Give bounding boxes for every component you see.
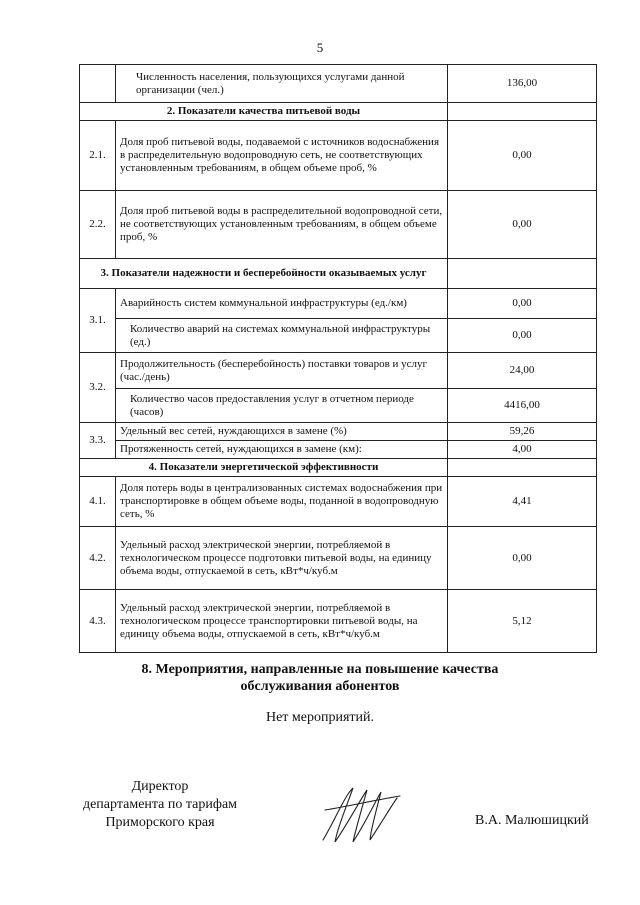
section-header-row — [80, 459, 597, 477]
table-row — [80, 191, 597, 259]
row-description: Количество часов предоставления услуг в отчетном периоде (часов) — [116, 389, 448, 423]
row-number — [80, 65, 116, 103]
signatory-region: Приморского края — [105, 815, 215, 830]
handwritten-signature — [315, 780, 405, 850]
table-row — [80, 353, 597, 389]
section-header-row — [80, 259, 597, 289]
row-description: Количество аварий на системах коммунальной инфраструктуры (ед.) — [116, 319, 448, 353]
row-description: Протяженность сетей, нуждающихся в замене (км): — [116, 441, 448, 459]
row-value: 0,00 — [448, 121, 597, 191]
table-row — [80, 423, 597, 441]
section-8-heading-line2: обслуживания абонентов — [240, 679, 400, 694]
row-value: 0,00 — [448, 191, 597, 259]
section-title: 2. Показатели качества питьевой воды — [80, 103, 448, 121]
table-row — [80, 527, 597, 590]
signatory-title: Директор — [131, 779, 189, 794]
row-description: Продолжительность (бесперебойность) поставки товаров и услуг (час./день) — [116, 353, 448, 389]
table-row — [80, 319, 597, 353]
table-row — [80, 389, 597, 423]
row-number: 3.3. — [80, 423, 116, 459]
row-value: 136,00 — [448, 65, 597, 103]
row-description: Доля проб питьевой воды в распределительной водопроводной сети, не соответствующих установленным требованиям, в общем объеме проб, % — [116, 191, 448, 259]
no-measures-text: Нет мероприятий. — [265, 710, 375, 725]
row-description: Удельный расход электрической энергии, потребляемой в технологическом процессе транспортировки питьевой воды, на единицу объема воды, отпускаемой в сеть, кВт*ч/куб.м — [116, 590, 448, 653]
row-number: 2.1. — [80, 121, 116, 191]
indicators-table — [79, 64, 597, 653]
row-value: 0,00 — [448, 319, 597, 353]
row-number: 3.2. — [80, 353, 116, 423]
section-8-heading — [0, 661, 640, 695]
row-description: Численность населения, пользующихся услугами данной организации (чел.) — [116, 65, 448, 103]
table-row — [80, 289, 597, 319]
row-description: Доля проб питьевой воды, подаваемой с источников водоснабжения в распределительную водопроводную сеть, не соответствующих установленным требованиям, в общем объеме проб, % — [116, 121, 448, 191]
row-description: Удельный расход электрической энергии, потребляемой в технологическом процессе подготовки питьевой воды, на единицу объема воды, отпускаемой в сеть, кВт*ч/куб.м — [116, 527, 448, 590]
row-value: 4,41 — [448, 477, 597, 527]
row-description: Аварийность систем коммунальной инфраструктуры (ед./км) — [116, 289, 448, 319]
row-number: 3.1. — [80, 289, 116, 353]
section-title: 3. Показатели надежности и бесперебойности оказываемых услуг — [80, 259, 448, 289]
section-title: 4. Показатели энергетической эффективности — [80, 459, 448, 477]
row-value: 4416,00 — [448, 389, 597, 423]
row-number: 2.2. — [80, 191, 116, 259]
row-description: Удельный вес сетей, нуждающихся в замене (%) — [116, 423, 448, 441]
row-value: 0,00 — [448, 527, 597, 590]
row-value: 59,26 — [448, 423, 597, 441]
row-number: 4.1. — [80, 477, 116, 527]
row-value: 24,00 — [448, 353, 597, 389]
table-row — [80, 121, 597, 191]
table-row — [80, 65, 597, 103]
row-description: Доля потерь воды в централизованных системах водоснабжения при транспортировке в общем объеме воды, поданной в водопроводную сеть, % — [116, 477, 448, 527]
table-row — [80, 590, 597, 653]
row-value: 5,12 — [448, 590, 597, 653]
signatory-name: В.А. Малюшицкий — [475, 813, 589, 828]
signatory-position — [60, 778, 260, 832]
row-value: 4,00 — [448, 441, 597, 459]
table-row — [80, 441, 597, 459]
table-row — [80, 477, 597, 527]
section-header-row — [80, 103, 597, 121]
page-number: 5 — [316, 40, 324, 55]
section-8-heading-line1: 8. Мероприятия, направленные на повышение качества — [141, 662, 499, 677]
signatory-department: департамента по тарифам — [82, 797, 238, 812]
row-value: 0,00 — [448, 289, 597, 319]
row-number: 4.2. — [80, 527, 116, 590]
row-number: 4.3. — [80, 590, 116, 653]
